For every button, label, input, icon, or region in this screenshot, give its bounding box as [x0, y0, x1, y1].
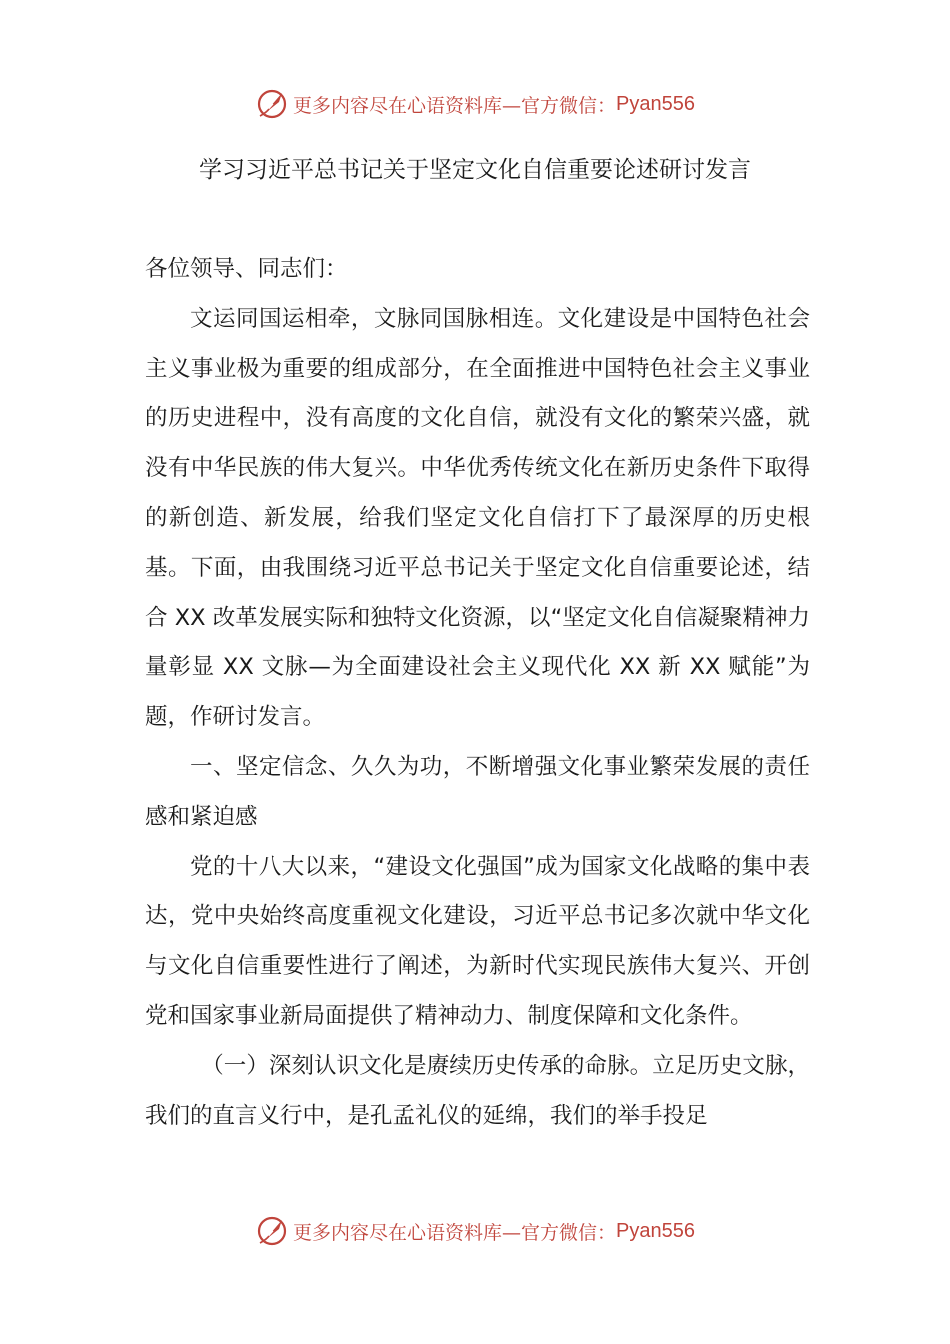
section-heading-1: 一、坚定信念、久久为功，不断增强文化事业繁荣发展的责任感和紧迫感 — [145, 753, 810, 830]
subsection-1: （一）深刻认识文化是赓续历史传承的命脉。立足历史文脉，我们的直言义行中，是孔孟礼仪的延绵，我们的举手投足 — [145, 1052, 810, 1129]
paragraph-section-1: 党的十八大以来，“建设文化强国”成为国家文化战略的集中表达，党中央始终高度重视文化建设，习近平总书记多次就中华文化与文化自信重要性进行了阐述，为新时代实现民族伟大复兴、开创党和国家事业新局面提供了精神动力、制度保障和文化条件。 — [145, 853, 810, 1029]
document-body — [145, 245, 810, 1141]
watermark-text: 更多内容尽在心语资料库—官方微信： — [293, 1221, 617, 1244]
watermark-wechat-id: Pyan556 — [616, 92, 695, 115]
watermark-banner-top — [0, 84, 950, 124]
quill-pen-icon — [255, 1214, 289, 1248]
watermark-banner-bottom — [0, 1211, 950, 1251]
watermark-text: 更多内容尽在心语资料库—官方微信： — [293, 94, 617, 117]
quill-pen-icon — [255, 87, 289, 121]
salutation: 各位领导、同志们： — [145, 256, 348, 282]
watermark-wechat-id: Pyan556 — [616, 1219, 695, 1242]
paragraph-intro: 文运同国运相牵，文脉同国脉相连。文化建设是中国特色社会主义事业极为重要的组成部分，在全面推进中国特色社会主义事业的历史进程中，没有高度的文化自信，就没有文化的繁荣兴盛，就没有中华民族的伟大复兴。中华优秀传统文化在新历史条件下取得的新创造、新发展，给我们坚定文化自信打下了最深厚的历史根基。下面，由我围绕习近平总书记关于坚定文化自信重要论述，结合 XX 改革发展实际和独特文化资源，以“坚定文化自信凝聚精神力量彰显 XX 文脉—为全面建设社会主义现代化 XX 新 XX 赋能”为题，作研讨发言。 — [145, 305, 810, 731]
document-title: 学习习近平总书记关于坚定文化自信重要论述研讨发言 — [199, 157, 751, 183]
